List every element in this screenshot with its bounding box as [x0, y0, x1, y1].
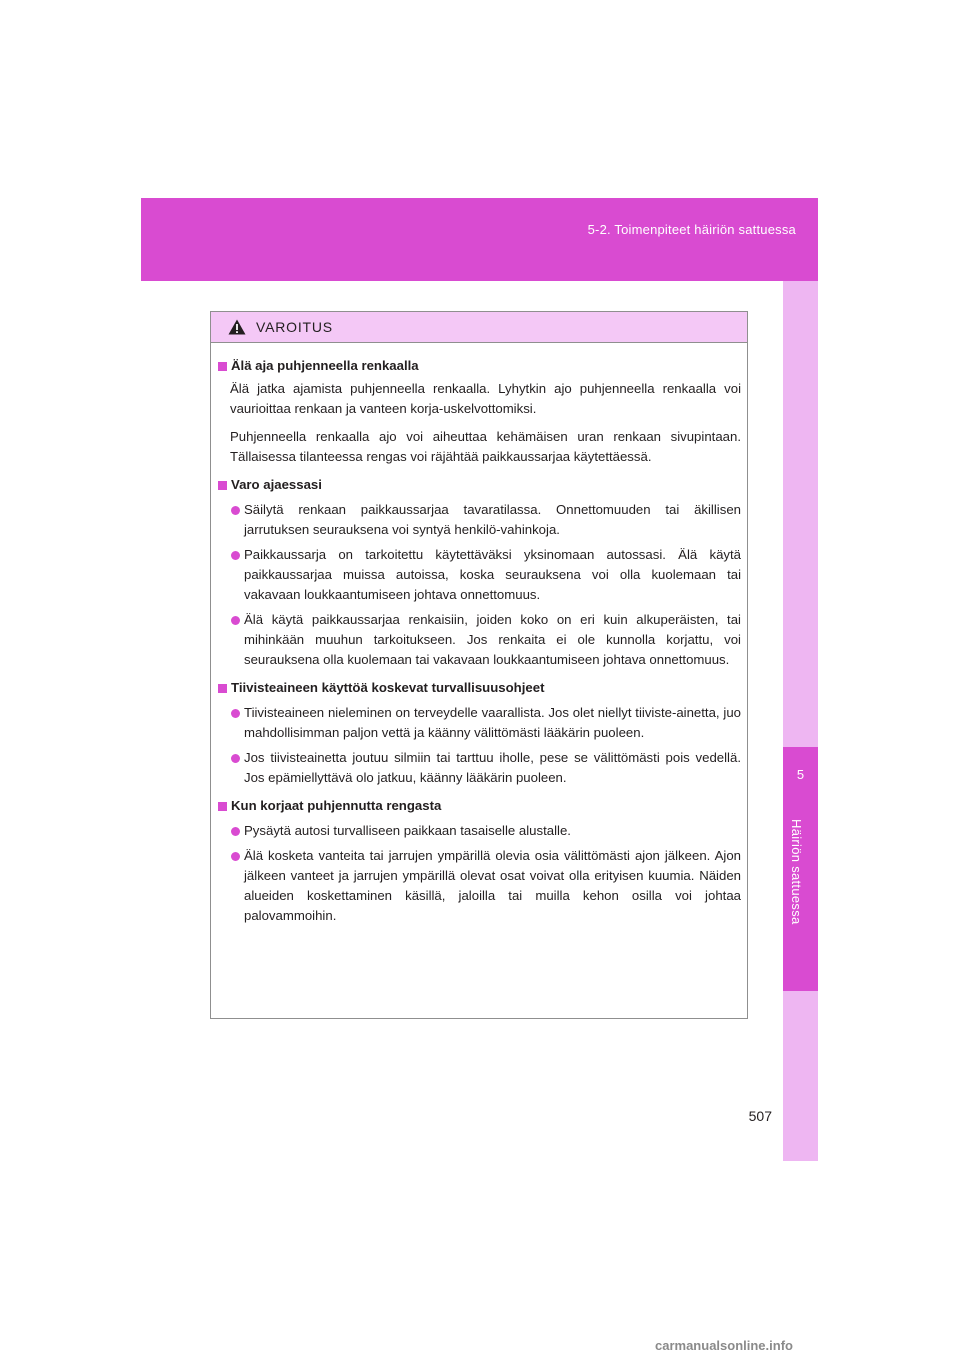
circle-bullet-icon	[231, 852, 240, 861]
section-heading: Älä aja puhjenneella renkaalla	[218, 356, 741, 376]
watermark: carmanualsonline.info	[655, 1338, 793, 1353]
list-item: Älä kosketa vanteita tai jarrujen ympärillä olevia osia välittömästi ajon jälkeen. Ajon jälkeen vanteet ja jarrujen ympärillä olevat osat voivat olla erityisen kuumia. Näiden alueiden koskettaminen käsillä, jaloilla tai muilla kehon osilla voi johtaa palovammoihin.	[231, 846, 741, 926]
chapter-label: Häiriön sattuessa	[789, 819, 804, 925]
paragraph: Älä jatka ajamista puhjenneella renkaalla. Lyhytkin ajo puhjenneella renkaalla voi vaurioittaa renkaan ja vanteen korja-uskelvottomiksi.	[230, 381, 741, 416]
warning-content	[211, 343, 747, 926]
list-item: Tiivisteaineen nieleminen on terveydelle vaarallista. Jos olet niellyt tiiviste-ainetta, juo mahdollisimman paljon vettä ja käänny välittömästi lääkärin puoleen.	[231, 703, 741, 743]
square-bullet-icon	[218, 481, 227, 490]
chapter-tab[interactable]	[783, 747, 818, 991]
warning-triangle-icon	[228, 319, 246, 335]
chapter-number: 5	[796, 767, 805, 782]
section-title: 5-2. Toimenpiteet häiriön sattuessa	[587, 222, 796, 237]
circle-bullet-icon	[231, 827, 240, 836]
list-item: Säilytä renkaan paikkaussarjaa tavaratilassa. Onnettomuuden tai äkillisen jarrutuksen seurauksena voi syntyä henkilö-vahinkoja.	[231, 500, 741, 540]
circle-bullet-icon	[231, 551, 240, 560]
square-bullet-icon	[218, 684, 227, 693]
circle-bullet-icon	[231, 709, 240, 718]
side-tab-strip	[783, 281, 818, 1161]
circle-bullet-icon	[231, 506, 240, 515]
list-item: Pysäytä autosi turvalliseen paikkaan tasaiselle alustalle.	[231, 821, 741, 841]
square-bullet-icon	[218, 362, 227, 371]
warning-box	[210, 311, 748, 1019]
section-heading: Tiivisteaineen käyttöä koskevat turvallisuusohjeet	[218, 678, 741, 698]
section-heading: Kun korjaat puhjennutta rengasta	[218, 796, 741, 816]
square-bullet-icon	[218, 802, 227, 811]
list-item: Älä käytä paikkaussarjaa renkaisiin, joiden koko on eri kuin alkuperäisten, tai mihinkään muuhun tarkoitukseen. Jos renkaita ei ole kunnolla korjattu, voi seurauksena olla kuolemaan tai vakavaan loukkaantumiseen johtava onnettomuus.	[231, 610, 741, 670]
section-header-band	[141, 198, 818, 281]
warning-header	[211, 312, 747, 343]
list-item: Paikkaussarja on tarkoitettu käytettäväksi yksinomaan autossasi. Älä käytä paikkaussarjaa muissa autoissa, koska seurauksena voi olla kuolemaan tai vakavaan loukkaantumiseen johtava onnettomuus.	[231, 545, 741, 605]
section-heading: Varo ajaessasi	[218, 475, 741, 495]
circle-bullet-icon	[231, 616, 240, 625]
paragraph: Puhjenneella renkaalla ajo voi aiheuttaa kehämäisen uran renkaan sivupintaan. Tällaisessa tilanteessa rengas voi räjähtää paikkaussarjaa käytettäessä.	[230, 429, 741, 464]
page-number: 507	[748, 1108, 772, 1124]
warning-title: VAROITUS	[256, 319, 333, 335]
list-item: Jos tiivisteainetta joutuu silmiin tai tarttuu iholle, pese se välittömästi pois vedellä. Jos epämiellyttävä olo jatkuu, käänny lääkärin puoleen.	[231, 748, 741, 788]
circle-bullet-icon	[231, 754, 240, 763]
